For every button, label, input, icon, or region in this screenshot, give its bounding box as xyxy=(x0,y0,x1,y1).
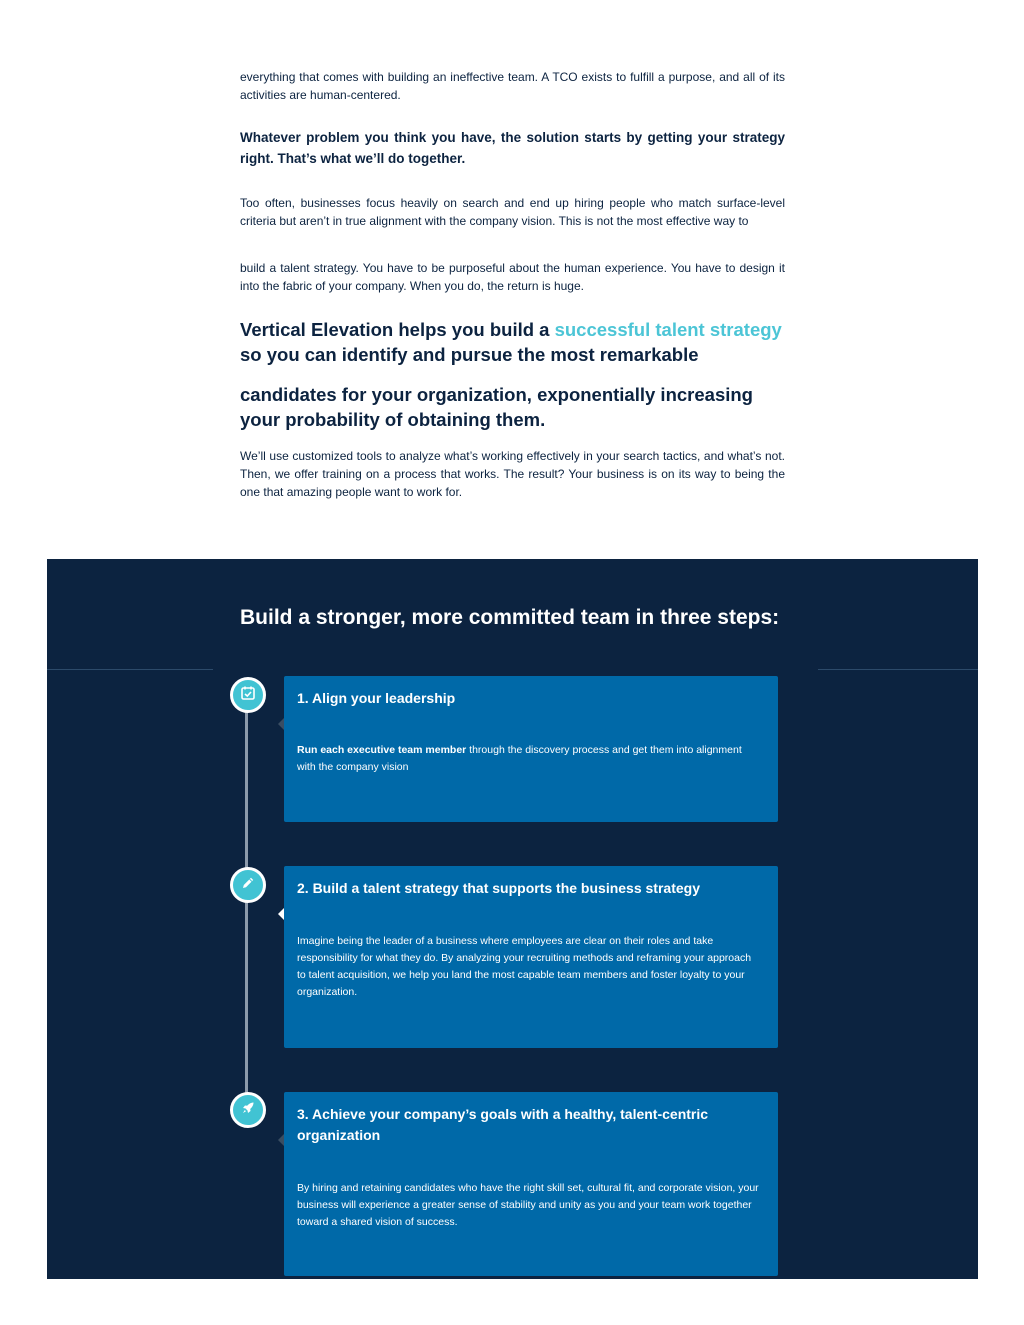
step-1-node xyxy=(230,677,266,713)
step-1-body-bold: Run each executive team member xyxy=(297,744,467,756)
divider-left xyxy=(47,669,213,670)
step-1-card-pointer xyxy=(278,718,284,730)
intro-lead-statement: Whatever problem you think you have, the solution starts by getting your strategy right. That’s what we’ll do together. xyxy=(240,130,785,166)
heading-text-part1: Vertical Elevation helps you build a xyxy=(240,319,555,340)
step-1-title: 1. Align your leadership xyxy=(297,690,456,706)
intro-paragraph-4: We’ll use customized tools to analyze what’s working effectively in your search tactics, and what’s not. Then, we offer training on a process that works. The result? Your business is on its way to being the one that amazing people want to work for. xyxy=(240,449,785,499)
intro-paragraph-3: build a talent strategy. You have to be purposeful about the human experience. You have to design it into the fabric of your company. When you do, the return is huge. xyxy=(240,261,785,293)
rocket-icon xyxy=(240,1100,256,1121)
step-2-card-pointer xyxy=(278,908,284,920)
step-3-node xyxy=(230,1092,266,1128)
step-2-body: Imagine being the leader of a business where employees are clear on their roles and take responsibility for what they do. By analyzing your recruiting methods and reframing your approach to talent acquisition, we help you land the most capable team members and foster loyalty to your organization. xyxy=(297,935,752,998)
heading-text-part2: so you can identify and pursue the most remarkable xyxy=(240,343,699,365)
section-heading-continued: candidates for your organization, exponentially increasing your probability of obtaining them. xyxy=(240,384,753,430)
step-1-card xyxy=(284,676,778,822)
divider-right xyxy=(818,669,978,670)
steps-section xyxy=(47,559,978,1279)
step-2-node xyxy=(230,867,266,903)
step-1-body-text: through the discovery process and get them into alignment with the company vision xyxy=(297,744,742,773)
step-2-title: 2. Build a talent strategy that supports the business strategy xyxy=(297,880,700,896)
step-3-card xyxy=(284,1092,778,1276)
steps-section-title: Build a stronger, more committed team in three steps: xyxy=(240,606,780,629)
intro-paragraph-2: Too often, businesses focus heavily on search and end up hiring people who match surface-level criteria but aren’t in true alignment with the company vision. This is not the most effective way to xyxy=(240,196,785,228)
intro-paragraph-1: everything that comes with building an ineffective team. A TCO exists to fulfill a purpose, and all of its activities are human-centered. xyxy=(240,70,785,102)
section-heading xyxy=(240,318,785,367)
step-3-title: 3. Achieve your company’s goals with a healthy, talent-centric organization xyxy=(297,1106,709,1143)
step-1-body xyxy=(297,742,762,776)
step-3-card-pointer xyxy=(278,1134,284,1146)
heading-accent-link[interactable]: successful talent strategy xyxy=(554,319,782,340)
step-3-body: By hiring and retaining candidates who have the right skill set, cultural fit, and corporate vision, your business will experience a greater sense of stability and unity as you and your team work together toward a shared vision of success. xyxy=(297,1182,759,1228)
calendar-check-icon xyxy=(240,685,256,706)
pencil-icon xyxy=(240,875,256,896)
step-2-card xyxy=(284,866,778,1048)
